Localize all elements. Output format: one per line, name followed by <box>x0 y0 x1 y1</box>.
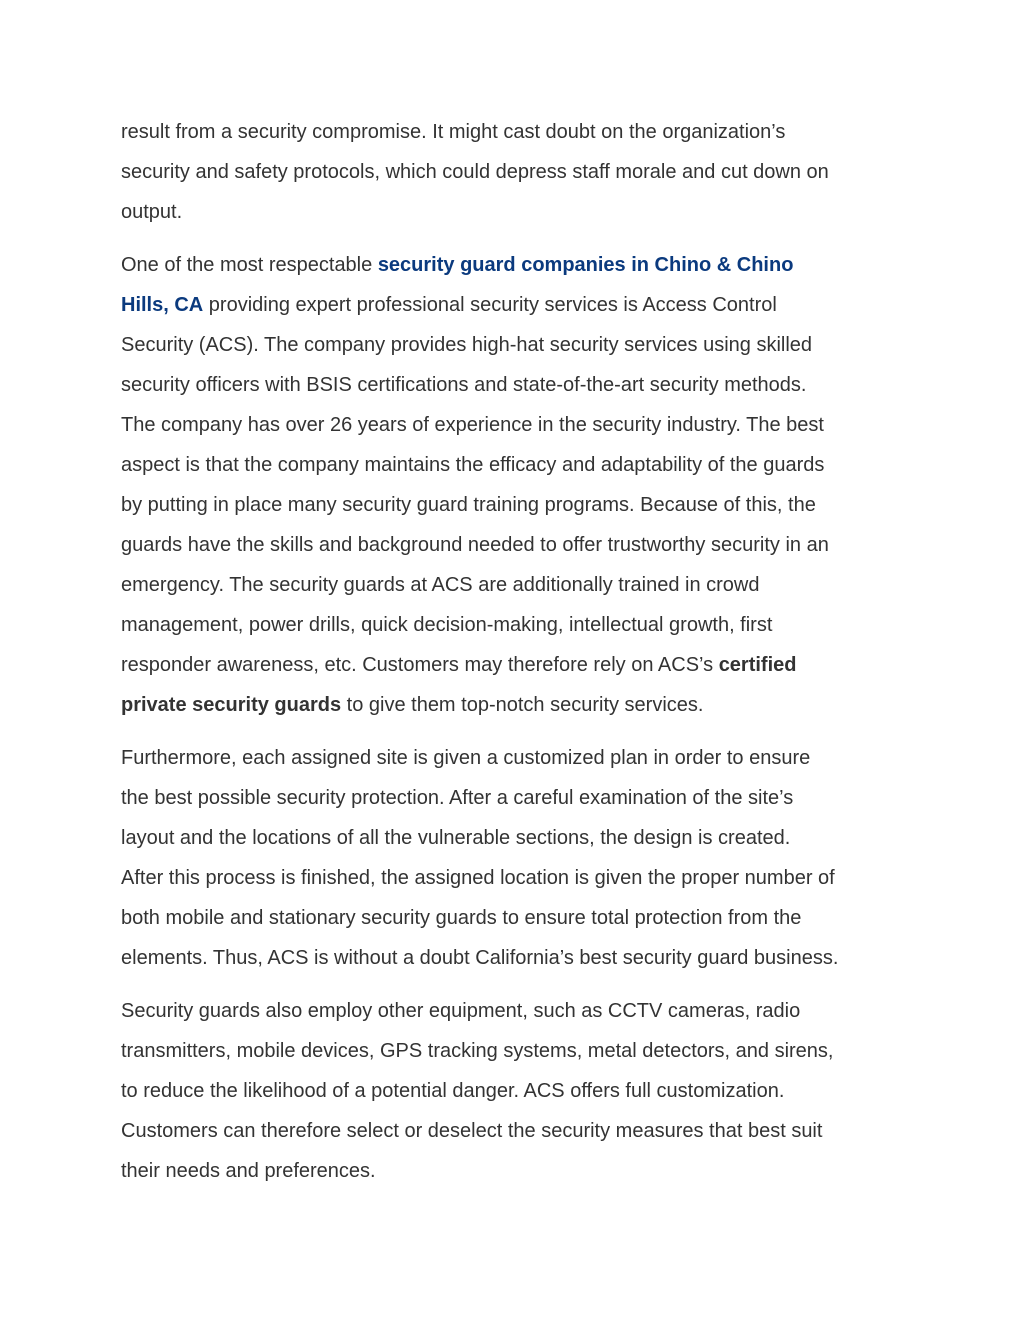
security-companies-link-continued[interactable]: Hills, CA <box>121 294 204 316</box>
text-line: The company has over 26 years of experience in the security industry. The best <box>121 414 824 436</box>
certified-guards-emphasis-continued: private security guards <box>121 694 342 716</box>
text-line: Security (ACS). The company provides high-hat security services using skilled <box>121 334 813 356</box>
text-line: Customers can therefore select or deselect the security measures that best suit <box>121 1120 823 1142</box>
paragraph-acs-intro <box>121 245 921 725</box>
text-line: both mobile and stationary security guards to ensure total protection from the <box>121 907 802 929</box>
text-line <box>121 685 921 725</box>
text-line <box>121 245 921 285</box>
text-fragment: One of the most respectable <box>121 254 378 276</box>
text-line <box>121 645 921 685</box>
text-line: layout and the locations of all the vulnerable sections, the design is created. <box>121 827 791 849</box>
text-line: management, power drills, quick decision-making, intellectual growth, first <box>121 614 773 636</box>
text-line: aspect is that the company maintains the efficacy and adaptability of the guards <box>121 454 825 476</box>
text-line: their needs and preferences. <box>121 1160 376 1182</box>
text-line: by putting in place many security guard training programs. Because of this, the <box>121 494 816 516</box>
paragraph-compromise <box>121 112 921 232</box>
paragraph-equipment <box>121 991 921 1191</box>
text-line: output. <box>121 201 183 223</box>
certified-guards-emphasis: certified <box>718 654 797 676</box>
text-line: Security guards also employ other equipment, such as CCTV cameras, radio <box>121 1000 801 1022</box>
document-page <box>121 112 921 1204</box>
text-line: emergency. The security guards at ACS are additionally trained in crowd <box>121 574 760 596</box>
text-fragment: to give them top-notch security services. <box>341 694 704 716</box>
text-line: guards have the skills and background needed to offer trustworthy security in an <box>121 534 829 556</box>
text-line: security officers with BSIS certifications and state-of-the-art security methods. <box>121 374 807 396</box>
text-fragment: providing expert professional security services is Access Control <box>203 294 777 316</box>
security-companies-link[interactable]: security guard companies in Chino & Chino <box>377 254 794 276</box>
text-fragment: responder awareness, etc. Customers may therefore rely on ACS’s <box>121 654 719 676</box>
text-line: elements. Thus, ACS is without a doubt California’s best security guard business. <box>121 947 839 969</box>
text-line: transmitters, mobile devices, GPS tracking systems, metal detectors, and sirens, <box>121 1040 834 1062</box>
text-line: After this process is finished, the assigned location is given the proper number of <box>121 867 835 889</box>
text-line: to reduce the likelihood of a potential danger. ACS offers full customization. <box>121 1080 785 1102</box>
text-line <box>121 285 921 325</box>
text-line: Furthermore, each assigned site is given a customized plan in order to ensure <box>121 747 811 769</box>
text-line: result from a security compromise. It might cast doubt on the organization’s <box>121 121 786 143</box>
paragraph-customized-plan <box>121 738 921 978</box>
text-line: security and safety protocols, which could depress staff morale and cut down on <box>121 161 829 183</box>
text-line: the best possible security protection. After a careful examination of the site’s <box>121 787 794 809</box>
